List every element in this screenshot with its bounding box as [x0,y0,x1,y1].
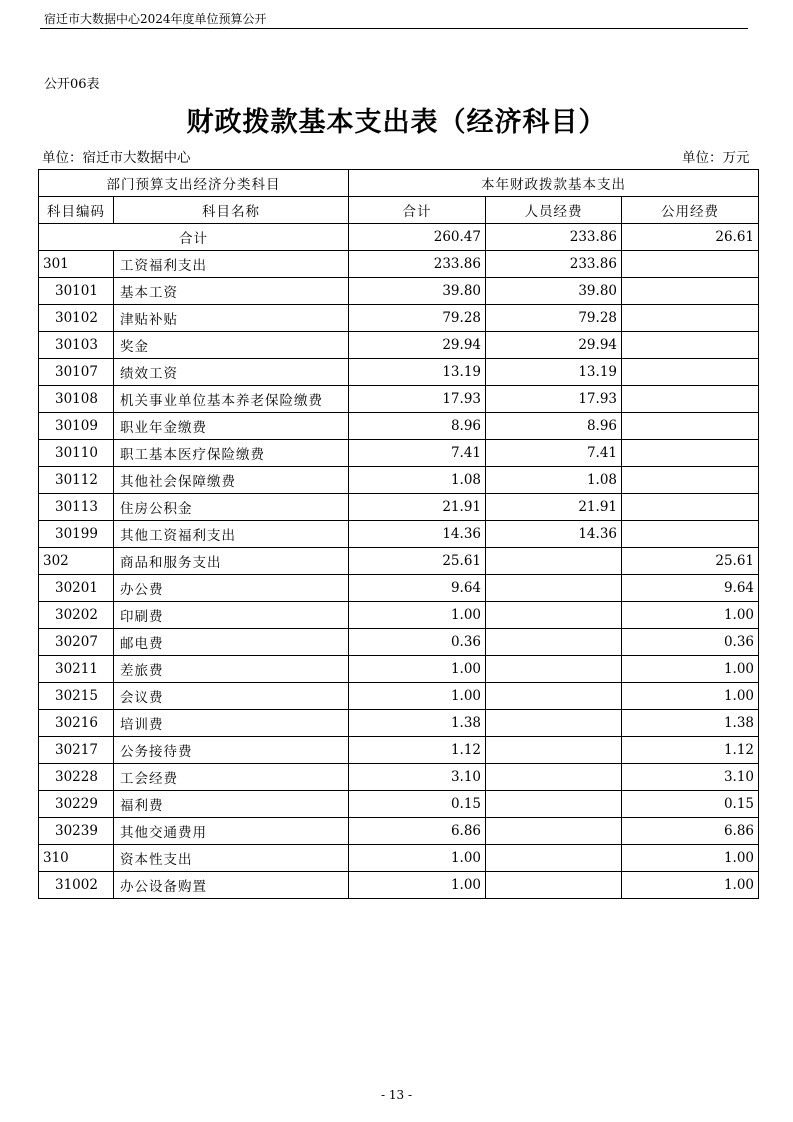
cell-code: 30217 [39,737,114,764]
cell-name: 办公费 [114,575,349,602]
cell-code: 301 [39,251,114,278]
cell-code: 31002 [39,872,114,899]
cell-total: 9.64 [349,575,486,602]
cell-name: 会议费 [114,683,349,710]
table-row [39,386,759,413]
table-row [39,278,759,305]
cell-total: 7.41 [349,440,486,467]
cell-public [622,332,759,359]
cell-total: 13.19 [349,359,486,386]
page-title: 财政拨款基本支出表（经济科目） [186,107,607,138]
column-header-personnel: 人员经费 [486,197,622,224]
cell-total: 1.00 [349,602,486,629]
total-row-total: 260.47 [349,224,486,251]
cell-name: 津贴补贴 [114,305,349,332]
total-row-personnel: 233.86 [486,224,622,251]
cell-public: 1.00 [622,845,759,872]
table-row [39,305,759,332]
cell-total: 1.00 [349,683,486,710]
total-row-public: 26.61 [622,224,759,251]
cell-total: 21.91 [349,494,486,521]
page-number: - 13 - [380,1088,412,1102]
column-header-name: 科目名称 [114,197,349,224]
cell-public: 1.00 [622,656,759,683]
cell-personnel: 29.94 [486,332,622,359]
cell-name: 其他工资福利支出 [114,521,349,548]
cell-personnel: 1.08 [486,467,622,494]
header-rule [40,28,748,29]
cell-name: 机关事业单位基本养老保险缴费 [114,386,349,413]
cell-total: 14.36 [349,521,486,548]
cell-public [622,494,759,521]
table-row [39,548,759,575]
total-row-label: 合计 [39,224,349,251]
table-column-header-row [39,197,759,224]
cell-public: 9.64 [622,575,759,602]
cell-code: 30102 [39,305,114,332]
cell-public: 3.10 [622,764,759,791]
cell-personnel [486,791,622,818]
table-row [39,629,759,656]
cell-total: 1.00 [349,656,486,683]
table-row [39,359,759,386]
cell-name: 培训费 [114,710,349,737]
cell-name: 印刷费 [114,602,349,629]
cell-total: 1.00 [349,845,486,872]
cell-name: 奖金 [114,332,349,359]
table-row [39,818,759,845]
cell-code: 310 [39,845,114,872]
cell-name: 工会经费 [114,764,349,791]
cell-code: 30201 [39,575,114,602]
cell-public [622,521,759,548]
cell-personnel: 13.19 [486,359,622,386]
cell-personnel: 21.91 [486,494,622,521]
cell-code: 30107 [39,359,114,386]
cell-name: 基本工资 [114,278,349,305]
cell-public [622,467,759,494]
cell-code: 30108 [39,386,114,413]
cell-public [622,278,759,305]
column-header-total: 合计 [349,197,486,224]
cell-total: 1.12 [349,737,486,764]
cell-code: 30229 [39,791,114,818]
cell-public: 1.00 [622,683,759,710]
cell-personnel [486,602,622,629]
cell-total: 1.00 [349,872,486,899]
table-row [39,710,759,737]
form-number: 公开06表 [44,77,100,92]
cell-code: 30228 [39,764,114,791]
table-row [39,440,759,467]
cell-total: 39.80 [349,278,486,305]
cell-code: 30101 [39,278,114,305]
cell-total: 3.10 [349,764,486,791]
group-header-left: 部门预算支出经济分类科目 [39,170,349,197]
cell-public: 25.61 [622,548,759,575]
cell-code: 30113 [39,494,114,521]
cell-total: 1.08 [349,467,486,494]
cell-public: 0.15 [622,791,759,818]
cell-name: 工资福利支出 [114,251,349,278]
table-row [39,332,759,359]
cell-total: 0.36 [349,629,486,656]
cell-code: 30207 [39,629,114,656]
cell-total: 25.61 [349,548,486,575]
cell-code: 30112 [39,467,114,494]
cell-personnel: 17.93 [486,386,622,413]
cell-personnel [486,683,622,710]
cell-code: 302 [39,548,114,575]
cell-personnel: 14.36 [486,521,622,548]
cell-public: 6.86 [622,818,759,845]
cell-code: 30103 [39,332,114,359]
table-row [39,575,759,602]
cell-name: 住房公积金 [114,494,349,521]
cell-total: 0.15 [349,791,486,818]
cell-public [622,251,759,278]
cell-name: 职业年金缴费 [114,413,349,440]
table-row [39,845,759,872]
table-row [39,494,759,521]
table-row [39,413,759,440]
cell-name: 公务接待费 [114,737,349,764]
cell-name: 资本性支出 [114,845,349,872]
cell-public: 1.00 [622,602,759,629]
cell-name: 其他社会保障缴费 [114,467,349,494]
table-row [39,467,759,494]
cell-personnel [486,872,622,899]
cell-name: 职工基本医疗保险缴费 [114,440,349,467]
cell-public: 1.38 [622,710,759,737]
cell-total: 79.28 [349,305,486,332]
cell-personnel: 39.80 [486,278,622,305]
cell-personnel: 79.28 [486,305,622,332]
table-row [39,872,759,899]
cell-personnel: 233.86 [486,251,622,278]
cell-personnel [486,818,622,845]
cell-code: 30216 [39,710,114,737]
cell-personnel [486,737,622,764]
cell-code: 30199 [39,521,114,548]
cell-public [622,386,759,413]
cell-code: 30215 [39,683,114,710]
cell-public [622,305,759,332]
cell-total: 29.94 [349,332,486,359]
cell-total: 8.96 [349,413,486,440]
table-row [39,602,759,629]
cell-personnel [486,656,622,683]
cell-code: 30202 [39,602,114,629]
cell-name: 差旅费 [114,656,349,683]
cell-code: 30239 [39,818,114,845]
cell-name: 办公设备购置 [114,872,349,899]
cell-personnel [486,710,622,737]
cell-personnel [486,845,622,872]
table-row [39,791,759,818]
cell-code: 30110 [39,440,114,467]
table-row [39,764,759,791]
table-row [39,521,759,548]
cell-public: 0.36 [622,629,759,656]
cell-public: 1.00 [622,872,759,899]
cell-name: 绩效工资 [114,359,349,386]
cell-personnel [486,764,622,791]
table-row [39,683,759,710]
cell-personnel: 7.41 [486,440,622,467]
cell-personnel: 8.96 [486,413,622,440]
total-row [39,224,759,251]
table-row [39,251,759,278]
table-group-header-row [39,170,759,197]
cell-total: 233.86 [349,251,486,278]
cell-total: 1.38 [349,710,486,737]
cell-personnel [486,548,622,575]
cell-name: 商品和服务支出 [114,548,349,575]
table-row [39,737,759,764]
cell-public [622,359,759,386]
cell-total: 6.86 [349,818,486,845]
cell-name: 其他交通费用 [114,818,349,845]
column-header-code: 科目编码 [39,197,114,224]
column-header-public: 公用经费 [622,197,759,224]
cell-total: 17.93 [349,386,486,413]
cell-code: 30109 [39,413,114,440]
cell-code: 30211 [39,656,114,683]
cell-public: 1.12 [622,737,759,764]
cell-name: 邮电费 [114,629,349,656]
cell-personnel [486,629,622,656]
unit-label: 单位：宿迁市大数据中心 [42,150,191,166]
group-header-right: 本年财政拨款基本支出 [349,170,759,197]
page-header: 宿迁市大数据中心2024年度单位预算公开 [44,12,267,26]
cell-personnel [486,575,622,602]
cell-name: 福利费 [114,791,349,818]
cell-public [622,413,759,440]
unit-measure: 单位：万元 [682,150,750,166]
table-row [39,656,759,683]
budget-table [38,169,759,899]
cell-public [622,440,759,467]
